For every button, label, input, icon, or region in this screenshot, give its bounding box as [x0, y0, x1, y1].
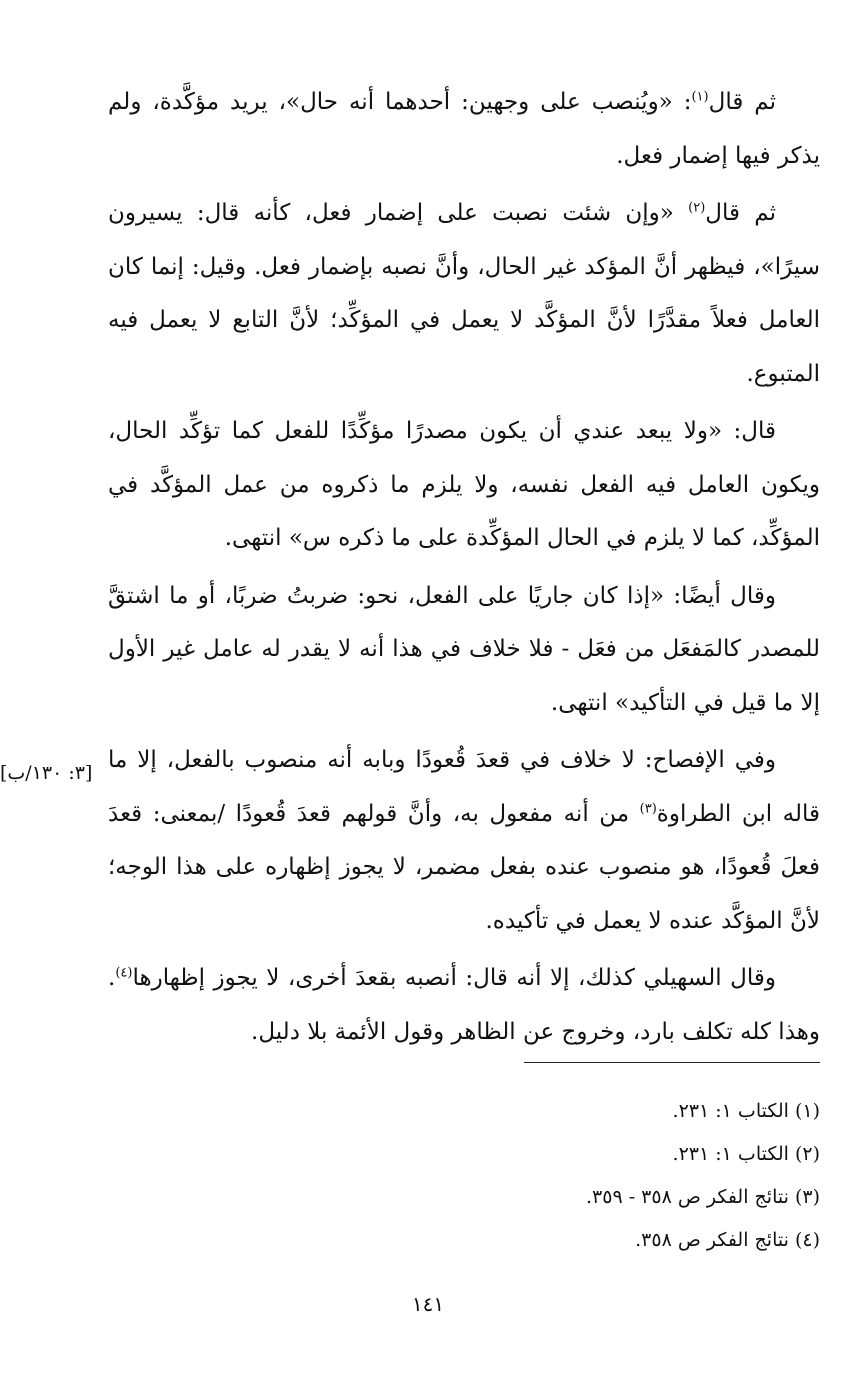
footnote-marker-3: (٣) [639, 800, 657, 816]
footnote-4: (٤) نتائج الفكر ص ٣٥٨. [635, 1229, 820, 1251]
footnote-marker-4: (٤) [115, 965, 133, 981]
paragraph-5 [108, 734, 820, 948]
paragraph-1-text-end: : «ويُنصب على وجهين: أحدهما أنه حال»، يريد مؤكَّدة، ولم يذكر فيها إضمار فعل. [108, 89, 820, 169]
footnote-2: (٢) الكتاب ١: ٢٣١. [672, 1143, 820, 1165]
paragraph-1 [108, 76, 820, 183]
paragraph-3: قال: «ولا يبعد عندي أن يكون مصدرًا مؤكِّدًا للفعل كما تؤكِّد الحال، ويكون العامل فيه الفعل نفسه، ولا يلزم ما ذكروه من عمل المؤكَّد في المؤكِّد، كما لا يلزم في الحال المؤكِّدة على ما ذكره س» انتهى. [108, 418, 820, 551]
footnote-1: (١) الكتاب ١: ٢٣١. [672, 1100, 820, 1122]
paragraph-2-text-start: ثم قال [705, 200, 777, 226]
paragraph-4: وقال أيضًا: «إذا كان جاريًا على الفعل، نحو: ضربتُ ضربًا، أو ما اشتقَّ للمصدر كالمَفعَل من فعَل - فلا خلاف في هذا أنه لا يقدر له عامل غير الأول إلا ما قيل في التأكيد» انتهى. [108, 582, 820, 716]
footnote-marker-2: (٢) [688, 200, 706, 216]
paragraph-5-text-end: من أنه مفعول به، وأنَّ قولهم قعدَ قُعودًا /بمعنى: قعدَ فعلَ قُعودًا، هو منصوب عنده بفعل مضمر، لا يجوز إظهاره على هذا الوجه؛ لأنَّ المؤكَّد عنده لا يعمل في تأكيده. [108, 800, 820, 934]
paragraph-6-text-start: وقال السهيلي كذلك، إلا أنه قال: أنصبه بقعدَ أخرى، لا يجوز إظهارها [132, 965, 776, 991]
paragraph-2 [108, 187, 820, 401]
paragraph-5-text-start: وفي الإفصاح: لا خلاف في قعدَ قُعودًا وبابه أنه منصوب بالفعل، إلا ما قاله ابن الطراوة [108, 747, 820, 827]
paragraph-6-text-end: . وهذا كله تكلف بارد، وخروج عن الظاهر وقول الأئمة بلا دليل. [108, 965, 820, 1045]
footnote-marker-1: (١) [691, 89, 709, 105]
footnote-3: (٣) نتائج الفكر ص ٣٥٨ - ٣٥٩. [586, 1186, 820, 1208]
footnote-separator [524, 1062, 820, 1063]
footnotes-list [300, 1090, 820, 1262]
paragraph-6 [108, 952, 820, 1059]
margin-reference: [٣: ١٣٠/ب] [0, 762, 93, 784]
main-text [108, 76, 820, 1063]
paragraph-2-text-end: «وإن شئت نصبت على إضمار فعل، كأنه قال: يسيرون سيرًا»، فيظهر أنَّ المؤكد غير الحال، وأنَّ نصبه بإضمار فعل. وقيل: إنما كان العامل فعلاً مقدَّرًا لأنَّ المؤكَّد لا يعمل في المؤكِّد؛ لأنَّ التابع لا يعمل فيه المتبوع. [108, 200, 820, 387]
paragraph-1-text-start: ثم قال [708, 89, 776, 115]
page-number: ١٤١ [411, 1292, 445, 1316]
